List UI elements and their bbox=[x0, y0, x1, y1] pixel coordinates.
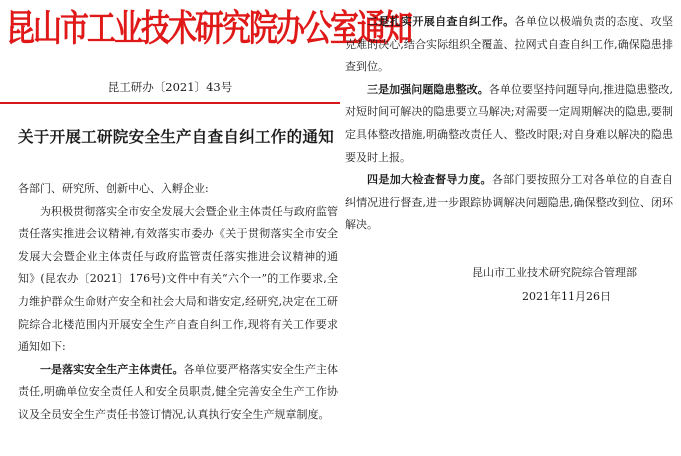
notice-title: 关于开展工研院安全生产自查自纠工作的通知 bbox=[18, 127, 335, 146]
salutation: 各部门、研究所、创新中心、入孵企业: bbox=[18, 182, 209, 195]
signature-date: 2021年11月26日 bbox=[522, 290, 611, 303]
item-text: 各单位要坚持问题导向,推进隐患整改,对短时间可解决的隐患要立马解决;对需要一定周期解决的隐患,要制定具体整改措施,明确整改责任人、整改时限;对自身难以解决的隐患要及时上报。 bbox=[345, 82, 674, 164]
intro-paragraph: 为积极贯彻落实全市安全发展大会暨企业主体责任与政府监管责任落实推进会议精神,有效落实市委办《关于贯彻落实全市安全发展大会暨企业主体责任与政府监管责任落实推进会议精神的通知》(昆农办〔2021〕176号)文件中有关“六个一”的工作要求,全力维护群众生命财产安全和社会大局和谐安定,经研究,决定在工研院综合北楼范围内开展安全生产自查自纠工作,现将有关工作要求通知如下: bbox=[18, 204, 338, 354]
item-lead: 一是落实安全生产主体责任。 bbox=[40, 362, 184, 376]
masthead: 昆山市工业技术研究院办公室通知 bbox=[6, 6, 412, 50]
left-body bbox=[18, 178, 338, 427]
item-paragraph-4 bbox=[345, 169, 673, 237]
item-paragraph-1 bbox=[18, 359, 338, 427]
item-lead: 三是加强问题隐患整改。 bbox=[367, 82, 489, 96]
item-paragraph-2 bbox=[345, 11, 673, 79]
item-text: 各单位以极端负责的态度、攻坚克难的决心,结合实际组织全覆盖、拉网式自查自纠工作,确保隐患排查到位。 bbox=[345, 15, 673, 74]
item-lead: 二是扎实开展自查自纠工作。 bbox=[367, 15, 515, 28]
item-lead: 四是加大检查督导力度。 bbox=[367, 173, 492, 187]
signature-org: 昆山市工业技术研究院综合管理部 bbox=[472, 266, 637, 279]
red-divider bbox=[0, 102, 340, 104]
item-text: 各单位要严格落实安全生产主体责任,明确单位安全责任人和安全员职责,健全完善安全生产工作协议及全员安全生产责任书签订情况,认真执行安全生产规章制度。 bbox=[18, 362, 338, 421]
document-number: 昆工研办〔2021〕43号 bbox=[107, 80, 233, 94]
item-paragraph-3 bbox=[345, 79, 673, 169]
right-body bbox=[345, 11, 673, 237]
item-text: 各部门要按照分工对各单位的自查自纠情况进行督查,进一步跟踪协调解决问题隐患,确保整改到位、闭环解决。 bbox=[345, 173, 674, 232]
